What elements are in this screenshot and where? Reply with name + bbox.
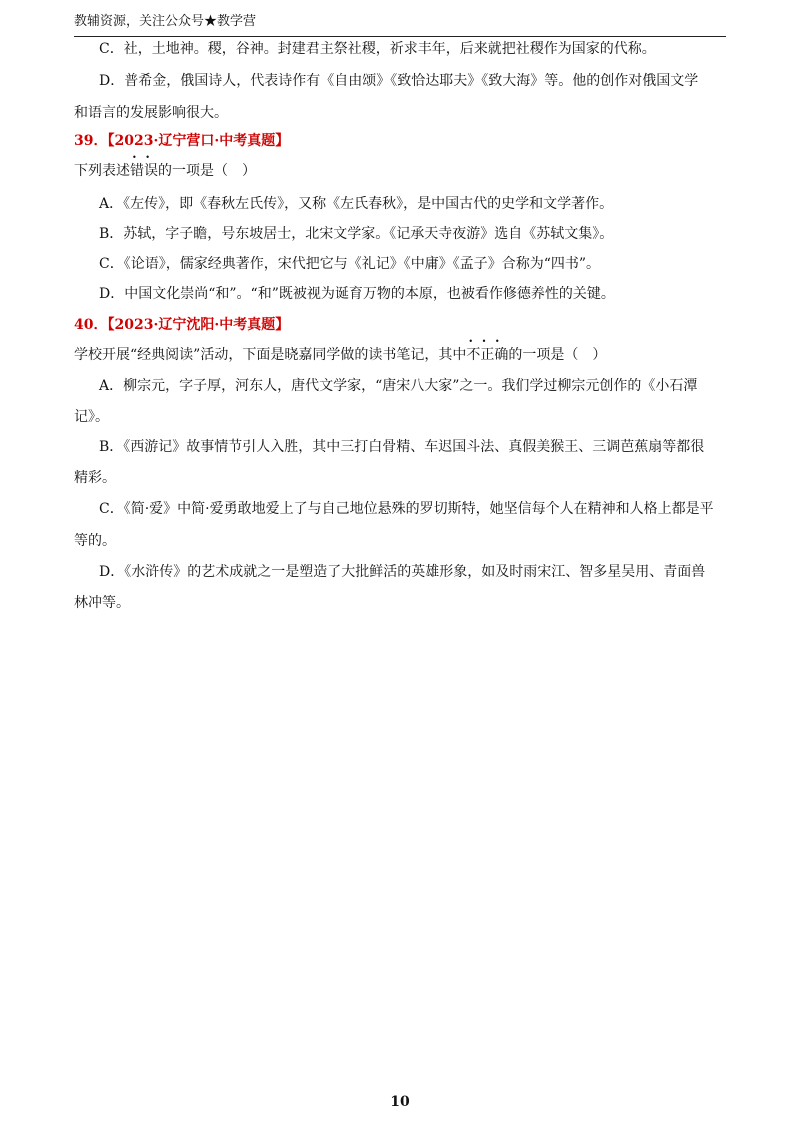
question-40-stem [74, 344, 606, 364]
q40-option-a-line1: A．柳宗元，字子厚，河东人，唐代文学家，“唐宋八大家”之一。我们学过柳宗元创作的《小石潭 [99, 378, 698, 394]
q40-option-a-line2: 记》。 [74, 409, 109, 425]
q39-option-b: B．苏轼，字子瞻，号东坡居士，北宋文学家。《记承天寺夜游》选自《苏轼文集》。 [99, 226, 614, 242]
stem-text: 的一项是（ ） [158, 163, 256, 179]
q39-option-d: D．中国文化崇尚“和”。“和”既被视为诞育万物的本原，也被看作修德养性的关键。 [99, 286, 615, 302]
stem-text: 学校开展“经典阅读”活动，下面是晓嘉同学做的读书笔记，其中 [74, 347, 467, 363]
question-number: 40． [74, 317, 108, 333]
emphasis-text: 错误 • • [130, 163, 158, 179]
prev-option-d-line1: D．普希金，俄国诗人，代表诗作有《自由颂》《致恰达耶夫》《致大海》等。他的创作对俄国文学 [99, 73, 699, 89]
q40-option-b-line1: B．《西游记》故事情节引人入胜，其中三打白骨精、车迟国斗法、真假美猴王、三调芭蕉扇等都很 [99, 439, 705, 455]
q40-option-d-line1: D．《水浒传》的艺术成就之一是塑造了大批鲜活的英雄形象，如及时雨宋江、智多星吴用、青面兽 [99, 564, 706, 580]
page-number: 10 [390, 1094, 410, 1110]
stem-text: 的一项是（ ） [508, 347, 607, 363]
q40-option-b-line2: 精彩。 [74, 470, 116, 486]
question-40-heading [74, 314, 289, 334]
q39-option-c: C．《论语》，儒家经典著作，宋代把它与《礼记》《中庸》《孟子》合称为“四书”。 [99, 256, 601, 272]
q40-option-d-line2: 林冲等。 [74, 595, 130, 611]
question-source: 【2023·辽宁沈阳·中考真题】 [107, 317, 290, 333]
prev-option-d-line2: 和语言的发展影响很大。 [74, 105, 228, 121]
question-number: 39． [74, 133, 108, 149]
q40-option-c-line2: 等的。 [74, 533, 116, 549]
prev-option-c: C．社，土地神。稷，谷神。封建君主祭社稷，祈求丰年，后来就把社稷作为国家的代称。 [99, 41, 656, 57]
question-source: 【2023·辽宁营口·中考真题】 [107, 133, 290, 149]
header-text: 教辅资源，关注公众号★教学营 [74, 14, 257, 29]
q40-option-c-line1: C．《简·爱》中简·爱勇敢地爱上了与自己地位悬殊的罗切斯特，她坚信每个人在精神和人格上都是平 [99, 501, 714, 517]
question-39-heading [74, 130, 289, 150]
question-39-stem [74, 160, 256, 180]
page-header [74, 6, 726, 37]
q39-option-a: A．《左传》，即《春秋左氏传》，又称《左氏春秋》，是中国古代的史学和文学著作。 [99, 196, 614, 212]
stem-text: 下列表述 [74, 163, 130, 179]
emphasis-text: 不正确 • • • [466, 347, 508, 363]
